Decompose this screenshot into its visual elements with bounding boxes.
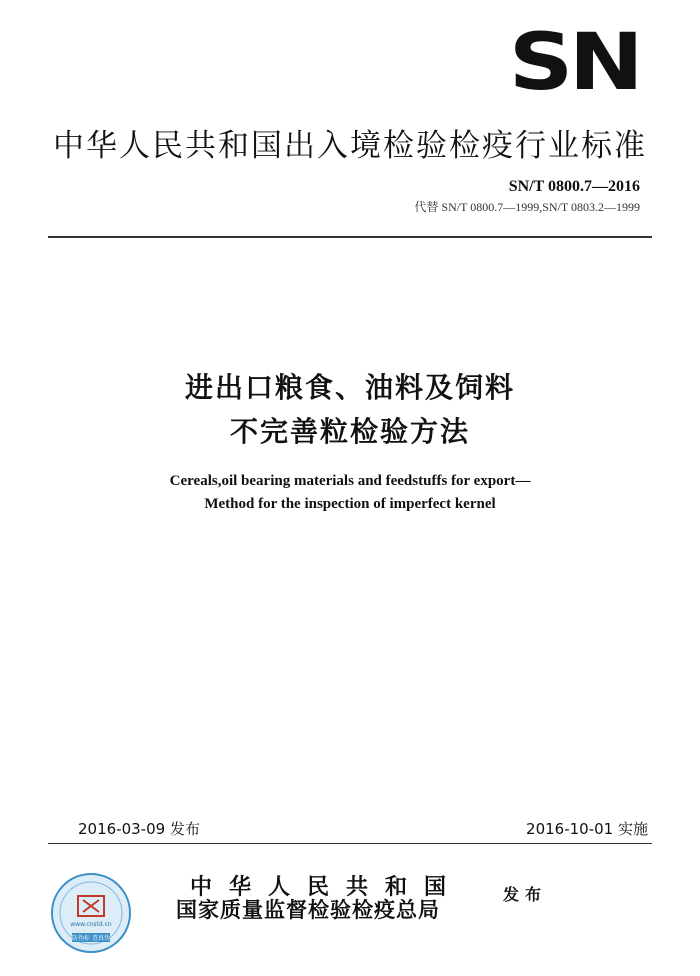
top-divider (48, 236, 652, 238)
issue-date: 2016-03-09 发布 (78, 820, 200, 838)
sn-logo: SN (508, 18, 640, 108)
standard-number: SN/T 0800.7—2016 (508, 178, 640, 195)
publish-label: 发布 (503, 885, 548, 904)
implementation-date: 2016-10-01 实施 (526, 820, 648, 838)
publisher-line-1: 中华人民共和国 (190, 875, 464, 900)
publisher-line-2: 国家质量监督检验检疫总局 (176, 898, 440, 922)
seal-caption: 防伪标 查真伪 (72, 935, 110, 942)
title-chinese-line-1: 进出口粮食、油料及饲料 (184, 371, 515, 404)
replaces-standards: 代替 SN/T 0800.7—1999,SN/T 0803.2—1999 (414, 200, 640, 214)
title-english-line-2: Method for the inspection of imperfect kernel (204, 496, 496, 512)
title-english-line-1: Cereals,oil bearing materials and feedstuffs for export— (169, 473, 531, 489)
seal-url: www.cnstd.cn (70, 921, 112, 928)
title-chinese-line-2: 不完善粒检验方法 (229, 415, 470, 448)
anti-counterfeit-seal-icon (50, 872, 132, 954)
bottom-divider (48, 843, 652, 844)
industry-standard-title: 中华人民共和国出入境检验检疫行业标准 (53, 128, 647, 164)
